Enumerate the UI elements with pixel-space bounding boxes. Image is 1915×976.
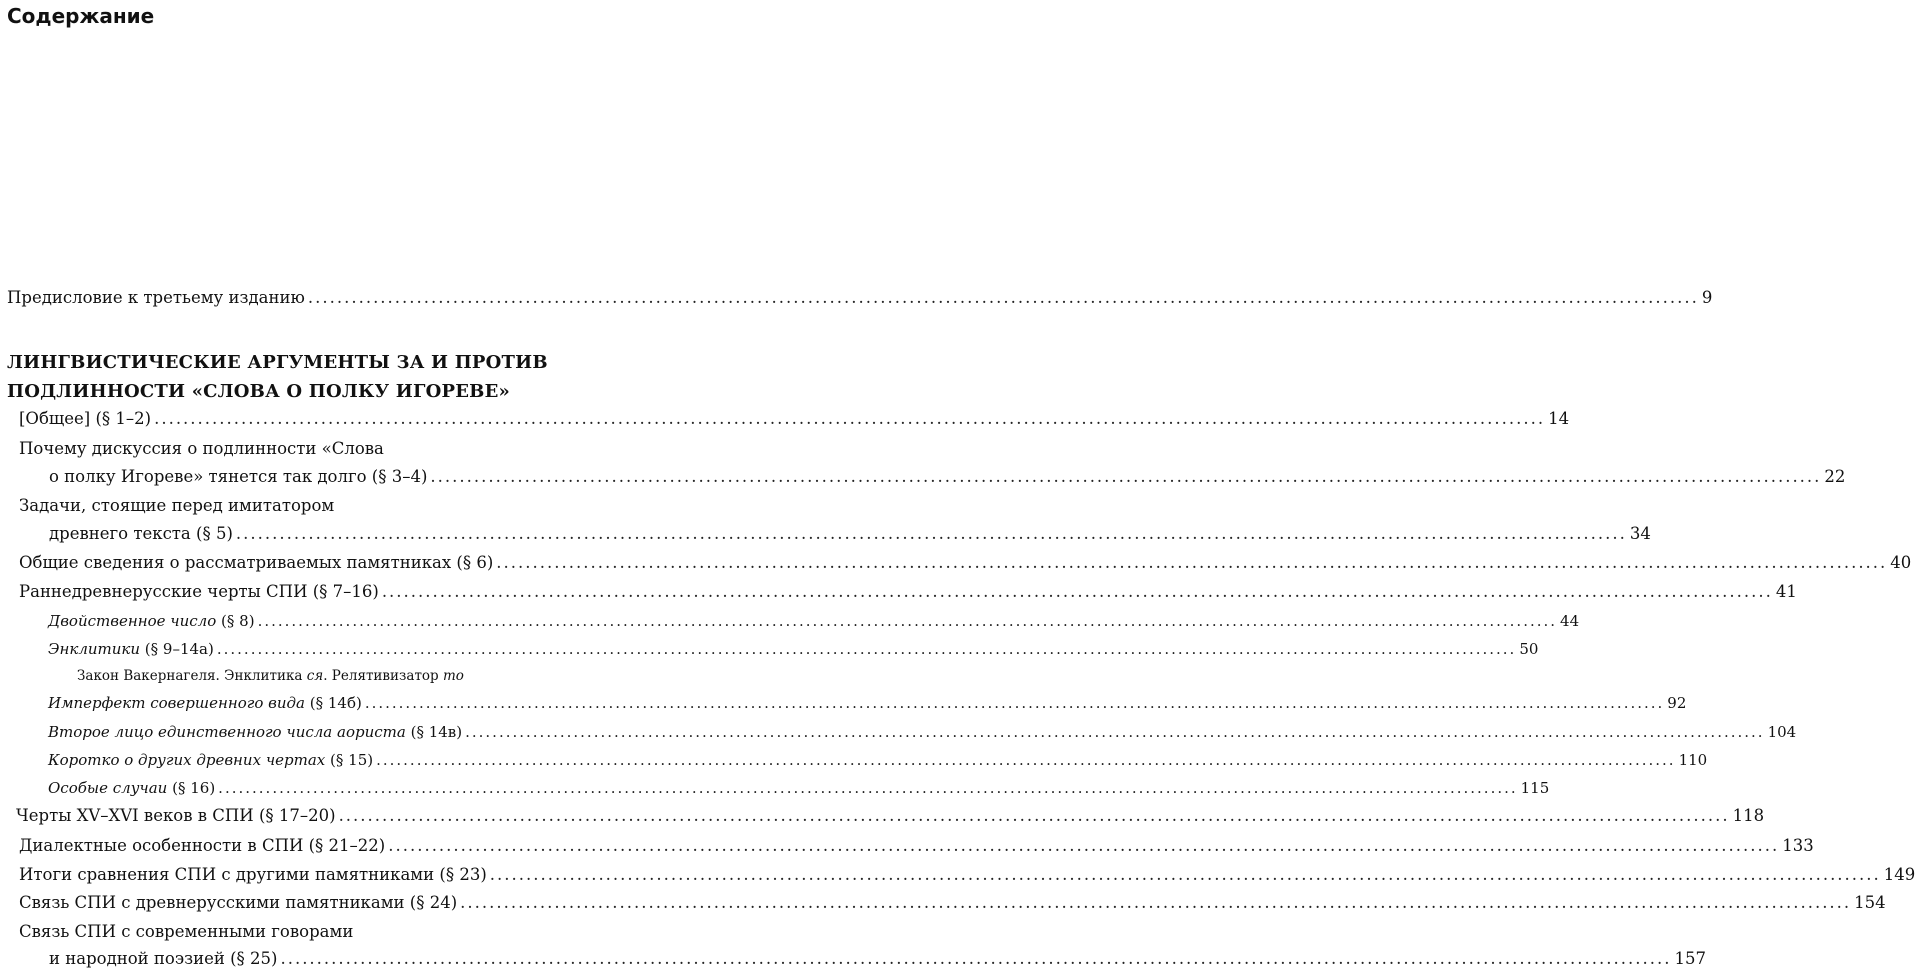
toc-entry-text: Итоги сравнения СПИ с другими памятниками (§ 23) [19,865,487,884]
toc-entry-preface[interactable] [7,286,1713,310]
leader-dots [430,465,1821,489]
toc-page-number: 41 [1775,582,1797,601]
toc-subentry-section: (§ 9–14а) [140,640,214,658]
toc-entry[interactable] [19,920,1706,971]
toc-page-number: 133 [1782,836,1814,855]
toc-subentry-title: Особые случаи [48,779,168,797]
toc-page-number: 44 [1560,612,1580,630]
toc-subentry[interactable] [48,720,1797,744]
toc-entry-text: о полку Игореве» тянется так долго (§ 3–4) [49,467,428,486]
leader-dots [308,286,1699,310]
note-italic: то [442,668,464,684]
toc-entry-text: Общие сведения о рассматриваемых памятниках (§ 6) [19,553,494,572]
toc-page-number: 115 [1520,779,1550,797]
toc-page-number: 22 [1824,467,1846,486]
toc-subentry-title: Коротко о других древних чертах [48,751,326,769]
toc-entry[interactable] [19,437,1846,489]
toc-entry-text: древнего текста (§ 5) [49,524,233,543]
toc-page-number: 154 [1854,893,1886,912]
toc-page-number: 104 [1767,723,1797,741]
toc-page-number: 14 [1548,409,1570,428]
toc-subentry[interactable] [48,748,1708,772]
note-text: Закон Вакернагеля. Энклитика [77,668,307,684]
leader-dots [465,720,1764,744]
leader-dots [490,863,1881,887]
toc-entry[interactable] [16,804,1765,828]
toc-page-number: 149 [1883,865,1915,884]
toc-entry-text: и народной поэзией (§ 25) [49,949,278,968]
toc-subentry-section: (§ 14в) [405,723,463,741]
toc-subentry-title: Второе лицо единственного числа аориста [48,723,406,741]
toc-entry-text: Черты XV–XVI веков в СПИ (§ 17–20) [16,806,336,825]
leader-dots [217,637,1516,661]
toc-page-number: 34 [1629,524,1651,543]
section-heading-line: ПОДЛИННОСТИ «СЛОВА О ПОЛКУ ИГОРЕВЕ» [7,381,510,402]
leader-dots [280,947,1671,971]
section-heading-line: ЛИНГВИСТИЧЕСКИЕ АРГУМЕНТЫ ЗА И ПРОТИВ [7,352,548,373]
toc-subentry-section: (§ 8) [216,612,255,630]
note-italic: ся [306,668,324,684]
toc-page-number: 9 [1701,288,1713,307]
leader-dots [382,580,1773,604]
toc-subentry[interactable] [48,637,1539,661]
leader-dots [376,748,1675,772]
toc-subentry-title: Двойственное число [48,612,217,630]
toc-subentry[interactable] [48,776,1550,800]
leader-dots [154,407,1545,431]
toc-page-number: 40 [1890,553,1912,572]
toc-entry-text: Связь СПИ с современными говорами [19,922,354,941]
leader-dots [460,891,1851,915]
toc-subentry-section: (§ 14б) [304,694,362,712]
toc-entry[interactable] [19,551,1912,575]
toc-page-number: 110 [1678,751,1708,769]
toc-subentry-section: (§ 15) [325,751,374,769]
leader-dots [339,804,1730,828]
leader-dots [388,834,1779,858]
toc-page-number: 157 [1674,949,1706,968]
toc-page-number: 92 [1667,694,1687,712]
leader-dots [218,776,1517,800]
toc-subentry[interactable] [48,691,1687,715]
toc-subentry-title: Имперфект совершенного вида [48,694,305,712]
leader-dots [258,609,1557,633]
toc-entry[interactable] [19,891,1886,915]
toc-entry[interactable] [19,834,1814,858]
toc-entry[interactable] [19,407,1570,431]
toc-subentry-title: Энклитики [48,640,141,658]
toc-page-number: 50 [1519,640,1539,658]
toc-subentry-section: (§ 16) [167,779,216,797]
toc-entry-text: Почему дискуссия о подлинности «Слова [19,439,384,458]
toc-entry-text: [Общее] (§ 1–2) [19,409,152,428]
toc-entry[interactable] [19,863,1915,887]
note-text: . Релятивизатор [323,668,443,684]
toc-entry[interactable] [19,580,1797,604]
leader-dots [496,551,1887,575]
toc-subentry-note [77,665,464,687]
section-heading [7,348,607,406]
toc-page-number: 118 [1732,806,1765,825]
toc-entry-text: Диалектные особенности в СПИ (§ 21–22) [19,836,386,855]
toc-entry-text: Раннедревнерусские черты СПИ (§ 7–16) [19,582,379,601]
page-title: Содержание [7,4,155,28]
toc-entry-text: Задачи, стоящие перед имитатором [19,496,335,515]
toc-entry-text: Предисловие к третьему изданию [7,288,305,307]
toc-subentry[interactable] [48,609,1580,633]
leader-dots [365,691,1664,715]
toc-entry-text: Связь СПИ с древнерусскими памятниками (§ 24) [19,893,458,912]
leader-dots [236,522,1627,546]
toc-entry[interactable] [19,494,1651,546]
